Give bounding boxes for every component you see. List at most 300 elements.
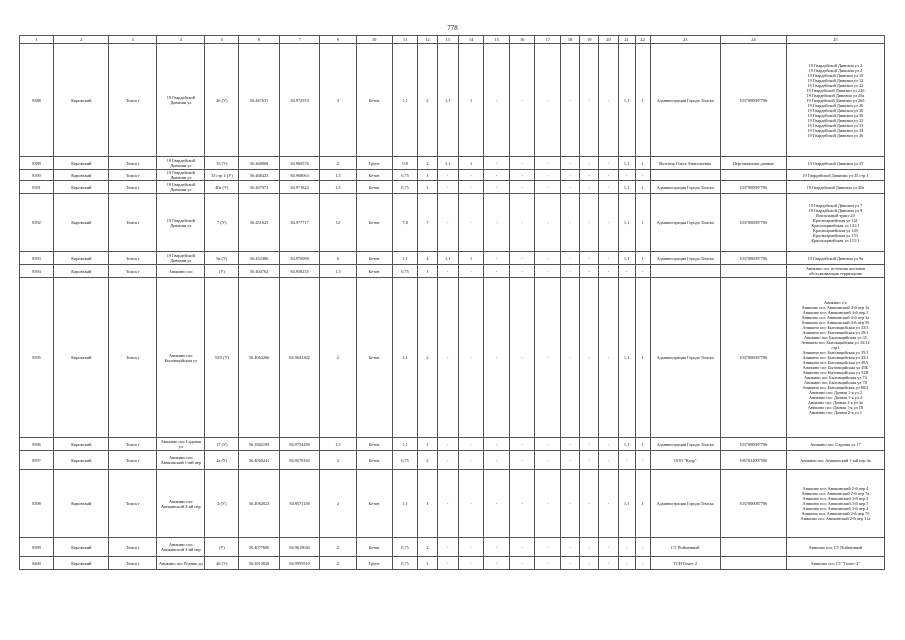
cell-owner: ТСН Гомес 2 <box>650 557 720 570</box>
cell-district: Кировский <box>54 252 109 265</box>
cell-c14: 1 <box>458 157 484 170</box>
cell-c21: - <box>618 538 635 557</box>
cell-c16: - <box>509 181 535 194</box>
cell-c16: - <box>509 451 535 470</box>
cell-c12: 1 <box>418 265 437 278</box>
cell-c20: - <box>599 278 618 438</box>
source-address: Красноармейская ул 151/1 <box>811 237 860 243</box>
source-address: Аникино пос Бытовщийская ул 35 <box>804 335 867 340</box>
cell-lon: 84.969576 <box>279 157 319 170</box>
cell-street: Аникино пос Бытовщийская ул <box>157 278 205 438</box>
cell-c18: - <box>561 451 580 470</box>
cell-c19: - <box>580 181 599 194</box>
cell-street: Аникино пос <box>157 265 205 278</box>
cell-c12: 1 <box>418 438 437 451</box>
cell-lat: 56.404762 <box>239 265 279 278</box>
cell-ogrn <box>720 170 786 181</box>
cell-surface: Бетон <box>356 252 392 265</box>
cell-c14: 1 <box>458 252 484 265</box>
register-table <box>19 35 885 570</box>
cell-c19: - <box>580 557 599 570</box>
cell-c20: - <box>599 451 618 470</box>
cell-c14: - <box>458 278 484 438</box>
cell-c17: - <box>535 170 561 181</box>
cell-owner: Администрация Города Томска <box>650 470 720 538</box>
table-row <box>20 265 885 278</box>
cell-c21: 1,1 <box>618 194 635 252</box>
cell-area: 1,1 <box>392 252 418 265</box>
table-row <box>20 194 885 252</box>
cell-c21: 1,1 <box>618 252 635 265</box>
source-address: 19 Гвардейской Дивизии ул 9а <box>807 255 864 261</box>
column-number-cell: 7 <box>279 36 319 44</box>
cell-c14: 1 <box>458 44 484 157</box>
cell-lat: 56.3913820 <box>239 557 279 570</box>
cell-house: 26 (У) <box>205 44 239 157</box>
cell-id: 8400 <box>20 557 54 570</box>
cell-c12: 2 <box>418 451 437 470</box>
table-row <box>20 157 885 170</box>
cell-lat: 56.451623 <box>239 194 279 252</box>
cell-c22: 1 <box>635 470 650 538</box>
cell-c16: - <box>509 265 535 278</box>
source-address: 19 Гвардейской Дивизии ул 32 <box>807 117 864 123</box>
column-number-cell: 2 <box>54 36 109 44</box>
cell-c15: - <box>484 252 510 265</box>
cell-street: Аникино пос Родник дч <box>157 557 205 570</box>
cell-c13: - <box>437 265 458 278</box>
source-address: Аникино пос Бытовщийская ул 51В <box>802 370 869 375</box>
cell-c16: - <box>509 170 535 181</box>
cell-c20: - <box>599 170 618 181</box>
source-address: 19 Гвардейской Дивизии ул 40а <box>806 184 865 190</box>
source-address: Аникино пос Дачная 1-я ул 4 <box>808 395 863 400</box>
cell-street: Аникино пос Аникинский 1-ый пер <box>157 451 205 470</box>
source-address: 19 Гвардейской Дивизии ул 33 <box>807 160 864 166</box>
cell-c19: - <box>580 157 599 170</box>
cell-lon: 84.9959510 <box>279 557 319 570</box>
cell-city: Томск г <box>109 157 157 170</box>
cell-c20: - <box>599 265 618 278</box>
cell-count: 2 <box>320 278 356 438</box>
source-address: Красноармейская ул 153 <box>813 232 858 238</box>
cell-lat: 56.468423 <box>239 170 279 181</box>
cell-c13: - <box>437 181 458 194</box>
source-address: Аникино пос Аникинский 2-й пер 4 <box>802 486 869 491</box>
cell-c18: - <box>561 538 580 557</box>
cell-c20: - <box>599 557 618 570</box>
table-row <box>20 44 885 157</box>
cell-c22: 1 <box>635 194 650 252</box>
cell-city: Томск г <box>109 181 157 194</box>
cell-house: 9а (У) <box>205 252 239 265</box>
cell-id: 8389 <box>20 157 54 170</box>
cell-count: 1,5 <box>320 438 356 451</box>
column-number-cell: 9 <box>320 36 356 44</box>
cell-sources <box>786 170 884 181</box>
cell-c13: 1,1 <box>437 252 458 265</box>
cell-lat: 56.452486 <box>239 252 279 265</box>
cell-c18: - <box>561 170 580 181</box>
cell-c16: - <box>509 157 535 170</box>
source-address: Аникино пос Садовая ул 17 <box>810 441 861 447</box>
cell-ogrn: 1037000087706 <box>720 44 786 157</box>
source-address: Аникино пос Бытовщийская ул 74 <box>804 375 867 380</box>
cell-c16: - <box>509 44 535 157</box>
cell-street: 19 Гвардейской Дивизии ул <box>157 194 205 252</box>
cell-street: 19 Гвардейской Дивизии ул <box>157 181 205 194</box>
cell-c16: - <box>509 438 535 451</box>
cell-c13: - <box>437 451 458 470</box>
cell-c18: - <box>561 438 580 451</box>
cell-sources <box>786 557 884 570</box>
table-row <box>20 181 885 194</box>
cell-lon: 84.972553 <box>279 44 319 157</box>
cell-id: 8391 <box>20 181 54 194</box>
column-number-row <box>20 36 885 44</box>
cell-surface: Бетон <box>356 265 392 278</box>
cell-c20: - <box>599 438 618 451</box>
cell-lat: 56.3982109 <box>239 438 279 451</box>
cell-surface: Бетон <box>356 194 392 252</box>
cell-street: 19 Гвардейской Дивизии ул <box>157 252 205 265</box>
cell-c19: - <box>580 170 599 181</box>
cell-c18: - <box>561 157 580 170</box>
cell-c19: - <box>580 438 599 451</box>
cell-c19: - <box>580 470 599 538</box>
cell-c15: - <box>484 44 510 157</box>
cell-city: Томск г <box>109 470 157 538</box>
cell-sources <box>786 44 884 157</box>
cell-c16: - <box>509 194 535 252</box>
cell-c13: - <box>437 170 458 181</box>
cell-c21: - <box>618 170 635 181</box>
column-number-cell: 25 <box>786 36 884 44</box>
source-address: Аникино пос источник котловая <box>805 266 865 271</box>
source-address: Аникино пос Дачная 1-я ул 4а <box>807 400 863 405</box>
source-address: Аникино пос Бытовщийская ул 43/1 <box>802 355 869 360</box>
cell-owner: ООО "Кедр" <box>650 451 720 470</box>
cell-surface: Бетон <box>356 278 392 438</box>
cell-ogrn: 1037000087706 <box>720 194 786 252</box>
cell-c22: 1 <box>635 278 650 438</box>
cell-sources <box>786 252 884 265</box>
source-address: 19 Гвардейской Дивизии ул 9 <box>808 207 863 213</box>
cell-street: Аникино пос Аникинский 3-ий пер <box>157 538 205 557</box>
cell-area: 0,75 <box>392 557 418 570</box>
cell-id: 8395 <box>20 278 54 438</box>
cell-c21: - <box>618 557 635 570</box>
cell-c18: - <box>561 470 580 538</box>
column-number-cell: 6 <box>239 36 279 44</box>
cell-sources <box>786 157 884 170</box>
cell-count: 2 <box>320 538 356 557</box>
source-address: 19 Гвардейской Дивизии ул 30 <box>807 107 864 113</box>
cell-c13: - <box>437 557 458 570</box>
cell-district: Кировский <box>54 438 109 451</box>
cell-lon: 84.971822 <box>279 181 319 194</box>
cell-lon: 84.9754439 <box>279 438 319 451</box>
cell-c22: - <box>635 538 650 557</box>
cell-c14: - <box>458 557 484 570</box>
source-address: Аникино пос Дачная 2-я ул 1 <box>808 410 863 415</box>
source-address: Аникино пос Аникинский 2-й пер 11а <box>800 516 871 521</box>
cell-district: Кировский <box>54 278 109 438</box>
source-address: Аникино пос Аникинский 2-й пер 7а <box>801 491 870 496</box>
cell-c22: 1 <box>635 157 650 170</box>
column-number-cell: 10 <box>356 36 392 44</box>
cell-c18: - <box>561 557 580 570</box>
cell-sources <box>786 278 884 438</box>
cell-lat: 56.467071 <box>239 181 279 194</box>
cell-id: 8399 <box>20 538 54 557</box>
cell-owner: Администрация Города Томска <box>650 438 720 451</box>
cell-c12: 2 <box>418 44 437 157</box>
cell-surface: Бетон <box>356 538 392 557</box>
cell-ogrn <box>720 538 786 557</box>
cell-c20: - <box>599 538 618 557</box>
cell-area: 0,8 <box>392 157 418 170</box>
cell-area: 0,75 <box>392 170 418 181</box>
cell-surface: Бетон <box>356 451 392 470</box>
cell-lat: 56.4063266 <box>239 278 279 438</box>
cell-c20: - <box>599 252 618 265</box>
cell-id: 8390 <box>20 170 54 181</box>
cell-lat: 56.467631 <box>239 44 279 157</box>
column-number-cell: 24 <box>720 36 786 44</box>
cell-c15: - <box>484 194 510 252</box>
source-address: 19 Гвардейской Дивизии ул 7 <box>808 202 863 208</box>
cell-c21: 1,1 <box>618 438 635 451</box>
cell-district: Кировский <box>54 181 109 194</box>
cell-c19: - <box>580 194 599 252</box>
cell-ogrn: Персональные данные <box>720 157 786 170</box>
cell-c15: - <box>484 181 510 194</box>
column-number-cell: 20 <box>599 36 618 44</box>
cell-lon: 84.976098 <box>279 252 319 265</box>
source-address: 19 Гвардейской Дивизии ул 36 <box>807 132 864 138</box>
cell-c20: - <box>599 44 618 157</box>
source-address: Аникино пос Бытовщийская ул 33/3 <box>802 325 869 330</box>
table-row <box>20 451 885 470</box>
cell-ogrn: 1037000087706 <box>720 438 786 451</box>
source-address: 19 Гвардейской Дивизии ул 34 <box>807 127 864 133</box>
cell-id: 8396 <box>20 438 54 451</box>
cell-sources <box>786 538 884 557</box>
cell-c19: - <box>580 278 599 438</box>
cell-id: 8394 <box>20 265 54 278</box>
cell-sources <box>786 470 884 538</box>
source-address: Аникино пос Аникинский 4-й пер 3 <box>802 310 869 315</box>
cell-house: 35 стр 1 (У) <box>205 170 239 181</box>
cell-count: 1,5 <box>320 170 356 181</box>
cell-house: 7 (У) <box>205 194 239 252</box>
cell-district: Кировский <box>54 451 109 470</box>
cell-ogrn: 1067022007580 <box>720 451 786 470</box>
source-address: Аникино пос Аникинский 4-й пер 3а <box>801 315 870 320</box>
cell-surface: Бетон <box>356 170 392 181</box>
table-row <box>20 538 885 557</box>
column-number-cell: 4 <box>157 36 205 44</box>
cell-id: 8388 <box>20 44 54 157</box>
cell-surface: Бетон <box>356 470 392 538</box>
cell-c13: - <box>437 278 458 438</box>
cell-lat: 56.4062823 <box>239 470 279 538</box>
cell-c15: - <box>484 451 510 470</box>
cell-surface: Бетон <box>356 438 392 451</box>
source-address: обслуживающая территорию <box>808 271 862 276</box>
cell-house: 40а (У) <box>205 181 239 194</box>
cell-ogrn <box>720 557 786 570</box>
cell-c22: - <box>635 451 650 470</box>
source-address: 19 Гвардейской Дивизии ул 35 стр 1 <box>802 172 869 178</box>
cell-city: Томск г <box>109 44 157 157</box>
cell-c22: 1 <box>635 44 650 157</box>
cell-house: (У) <box>205 265 239 278</box>
cell-count: 2 <box>320 157 356 170</box>
cell-lat: 56.4069241 <box>239 451 279 470</box>
cell-lon: 84.9578165 <box>279 451 319 470</box>
source-address: 19 Гвардейской Дивизии ул 10 <box>807 72 864 78</box>
table-row <box>20 252 885 265</box>
cell-area: 1,1 <box>392 44 418 157</box>
cell-sources <box>786 265 884 278</box>
source-address: Аникино пос Аникинский 3-й пер 4 <box>802 496 869 501</box>
cell-count: 2 <box>320 557 356 570</box>
cell-c17: - <box>535 438 561 451</box>
source-address: 19 Гвардейской Дивизии ул 2 <box>808 62 863 68</box>
cell-area: 0,75 <box>392 181 418 194</box>
cell-ogrn: 1037000087706 <box>720 470 786 538</box>
cell-c17: - <box>535 470 561 538</box>
source-address: Красноармейская ул 141/1 <box>811 222 860 228</box>
cell-c18: - <box>561 265 580 278</box>
cell-c12: 4 <box>418 252 437 265</box>
cell-c21: 1,1 <box>618 157 635 170</box>
cell-count: 1,5 <box>320 265 356 278</box>
cell-c13: - <box>437 470 458 538</box>
cell-c17: - <box>535 265 561 278</box>
cell-c15: - <box>484 278 510 438</box>
cell-c17: - <box>535 157 561 170</box>
cell-c18: - <box>561 278 580 438</box>
cell-house: 46 (У) <box>205 557 239 570</box>
source-address: Аникино пос Дачная 1-я ул 18 <box>807 405 864 410</box>
cell-c15: - <box>484 538 510 557</box>
cell-lon: 84.968063 <box>279 170 319 181</box>
cell-house: 17 (У) <box>205 438 239 451</box>
cell-c17: - <box>535 451 561 470</box>
cell-c12: 2 <box>418 278 437 438</box>
cell-lon: 84.9641302 <box>279 278 319 438</box>
cell-c13: - <box>437 538 458 557</box>
source-address: 19 Гвардейской Дивизии ул 22 <box>807 82 864 88</box>
cell-sources <box>786 194 884 252</box>
cell-c12: 1 <box>418 170 437 181</box>
cell-street: 19 Гвардейской Дивизии ул <box>157 170 205 181</box>
cell-c17: - <box>535 194 561 252</box>
cell-surface: Бетон <box>356 181 392 194</box>
column-number-cell: 13 <box>437 36 458 44</box>
table-row <box>20 438 885 451</box>
cell-id: 8393 <box>20 252 54 265</box>
cell-c16: - <box>509 470 535 538</box>
cell-count: 2 <box>320 451 356 470</box>
cell-city: Томск г <box>109 538 157 557</box>
cell-id: 8397 <box>20 451 54 470</box>
cell-area: 1,1 <box>392 470 418 538</box>
source-address: Аникино с/х <box>823 300 847 305</box>
cell-id: 8398 <box>20 470 54 538</box>
cell-owner: Администрация Города Томска <box>650 194 720 252</box>
source-address: Аникино пос Бытовщийская ул 78 <box>804 380 867 385</box>
table-row <box>20 170 885 181</box>
source-address: 19 Гвардейской Дивизии ул 26б <box>806 97 865 103</box>
cell-area: 7,8 <box>392 194 418 252</box>
source-address: стр1 <box>831 345 840 350</box>
cell-district: Кировский <box>54 557 109 570</box>
cell-surface: Грунт <box>356 157 392 170</box>
table-body <box>20 36 885 570</box>
cell-c20: - <box>599 181 618 194</box>
source-address: Аникино пос Аникинский 4-й пер 1а <box>801 305 870 310</box>
cell-owner: Администрация Города Томска <box>650 278 720 438</box>
source-address: 19 Гвардейской Дивизии ул 30 <box>807 112 864 118</box>
cell-count: 3 <box>320 44 356 157</box>
cell-owner <box>650 265 720 278</box>
cell-c21: - <box>618 451 635 470</box>
source-address: 19 Гвардейской Дивизии ул 24б <box>806 87 865 93</box>
source-address: Аникино пос СТ "Гомес-2" <box>810 560 861 566</box>
cell-c16: - <box>509 252 535 265</box>
cell-c12: 1 <box>418 470 437 538</box>
cell-district: Кировский <box>54 194 109 252</box>
column-number-cell: 19 <box>580 36 599 44</box>
table-row <box>20 278 885 438</box>
source-address: Аникино пос Бытовщийская ул 68/2 <box>802 385 869 390</box>
cell-district: Кировский <box>54 265 109 278</box>
cell-city: Томск г <box>109 438 157 451</box>
cell-c16: - <box>509 557 535 570</box>
cell-c17: - <box>535 181 561 194</box>
cell-c15: - <box>484 157 510 170</box>
cell-c22: - <box>635 265 650 278</box>
cell-owner: Волгина Ольга Анатольевна <box>650 157 720 170</box>
cell-city: Томск г <box>109 557 157 570</box>
cell-owner: Администрация Города Томска <box>650 252 720 265</box>
cell-c19: - <box>580 451 599 470</box>
cell-c17: - <box>535 557 561 570</box>
cell-c21: - <box>618 265 635 278</box>
cell-c17: - <box>535 252 561 265</box>
cell-house: 33 (У) <box>205 157 239 170</box>
cell-c22: - <box>635 170 650 181</box>
column-number-cell: 23 <box>650 36 720 44</box>
cell-c13: - <box>437 194 458 252</box>
source-address: Аникино пос Бытовщийская ул 49А <box>802 360 869 365</box>
cell-c19: - <box>580 44 599 157</box>
cell-c22: 1 <box>635 181 650 194</box>
cell-c20: - <box>599 157 618 170</box>
cell-c21: 1,1 <box>618 44 635 157</box>
cell-house: 2 (У) <box>205 470 239 538</box>
column-number-cell: 3 <box>109 36 157 44</box>
source-address: Аникино пос Аникинский 3-й пер 5 <box>802 501 869 506</box>
cell-city: Томск г <box>109 252 157 265</box>
cell-street: 19 Гвардейской Дивизии ул <box>157 157 205 170</box>
cell-owner: Администрация Города Томска <box>650 44 720 157</box>
cell-lon: 84.9571158 <box>279 470 319 538</box>
